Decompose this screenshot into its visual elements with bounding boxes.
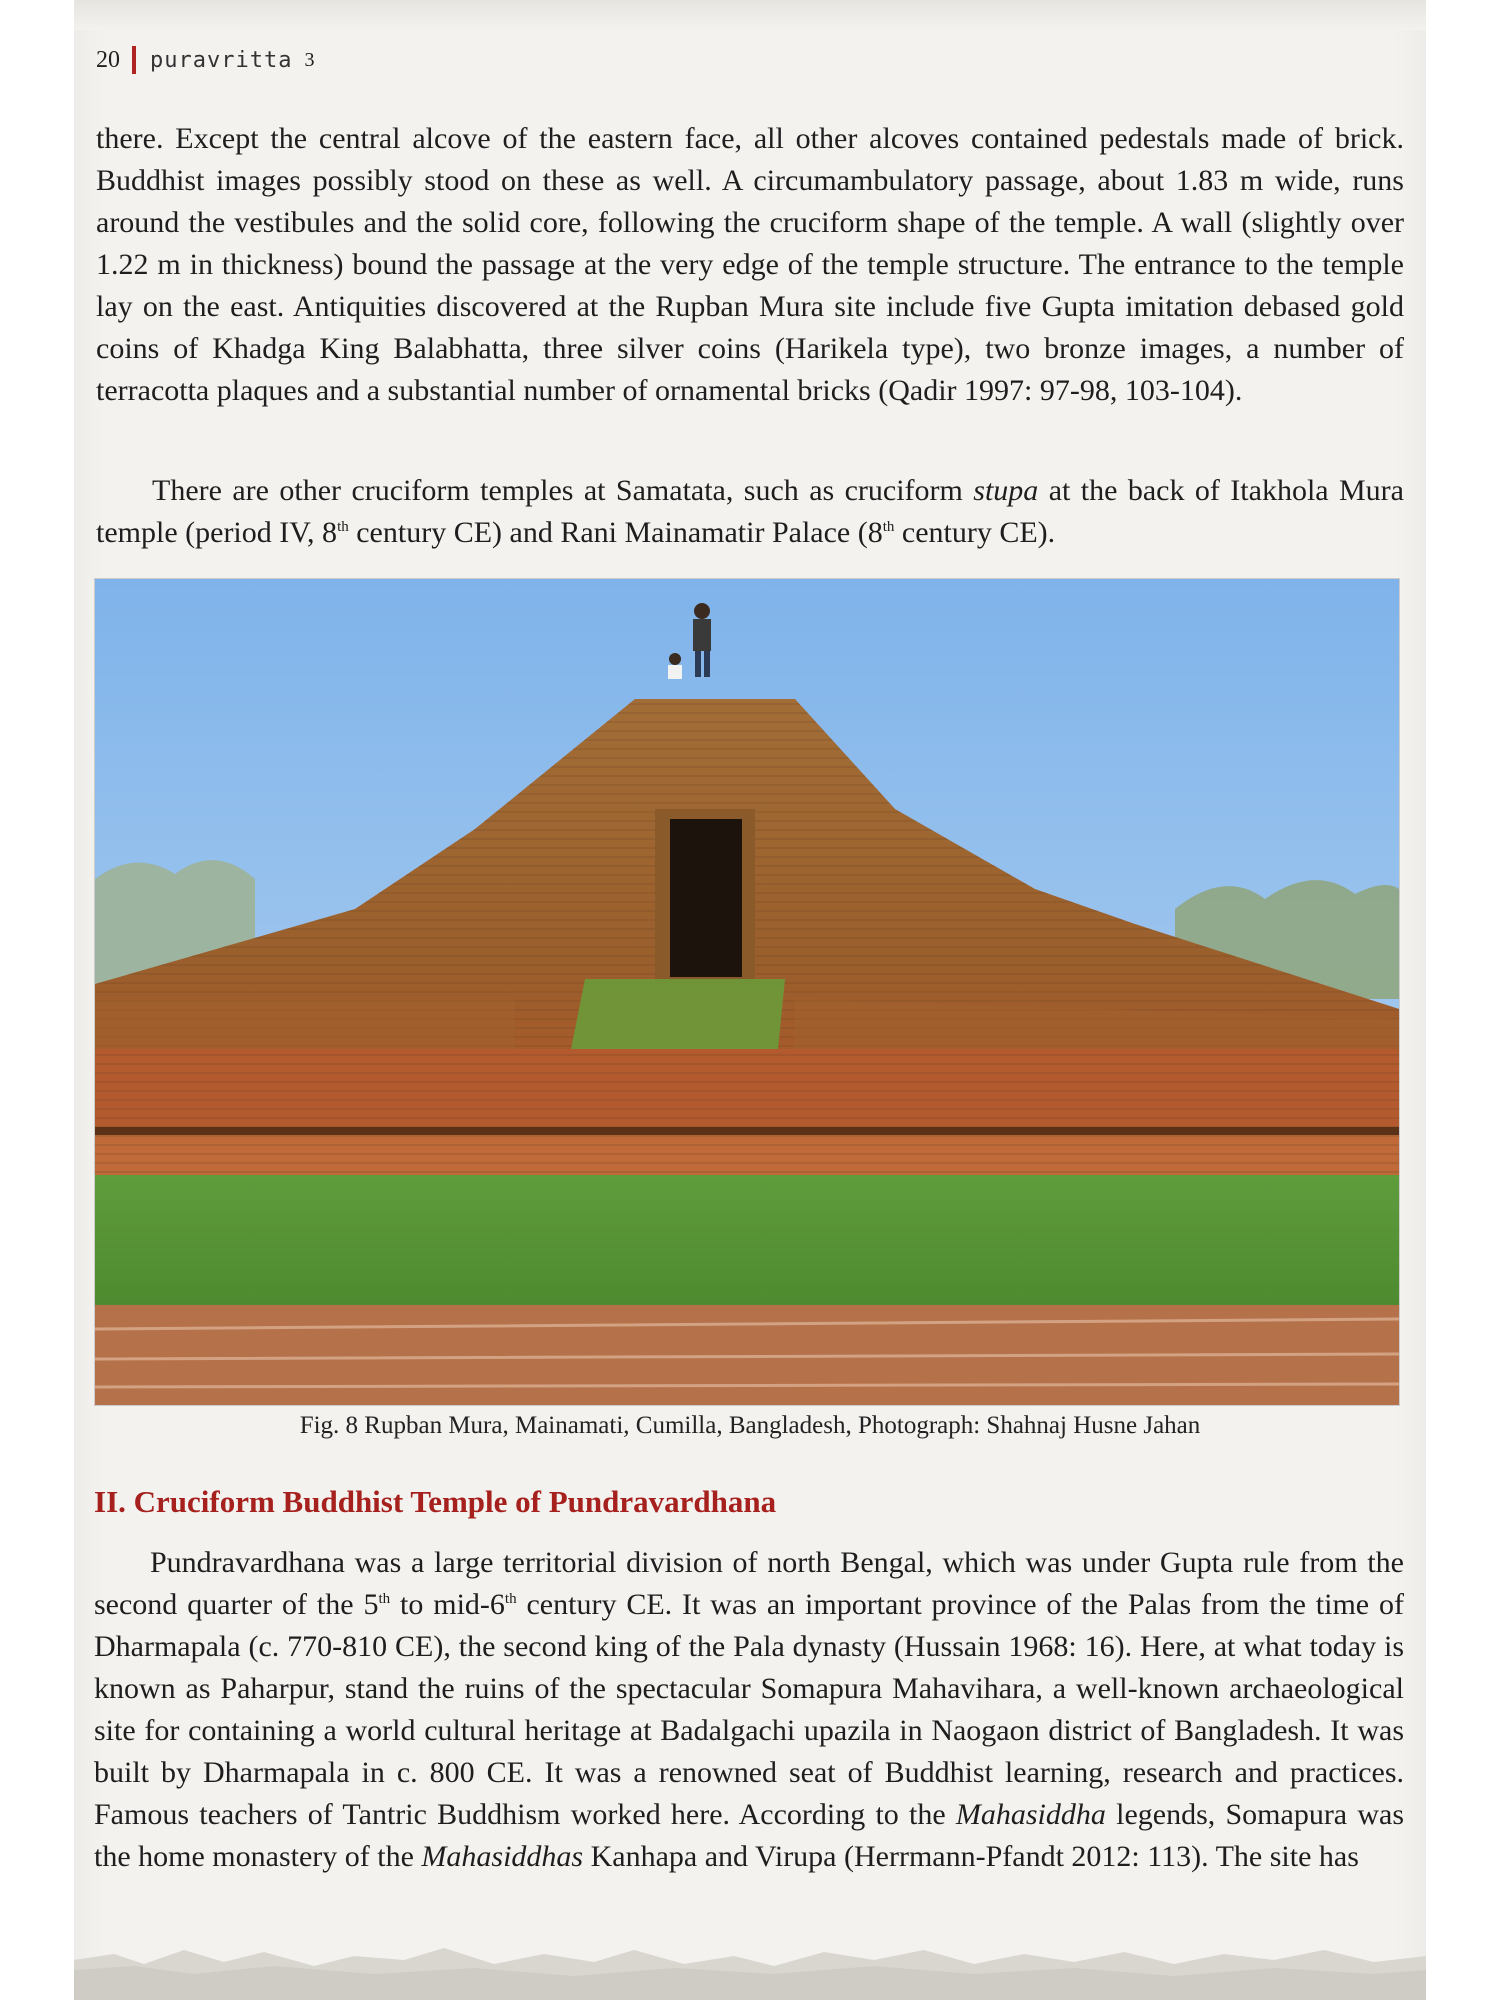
torn-paper-edge xyxy=(74,1930,1426,2000)
section-heading: II. Cruciform Buddhist Temple of Pundravardhana xyxy=(94,1484,777,1519)
ordinal-suffix: th xyxy=(504,1591,517,1607)
paragraph-text: there. Except the central alcove of the eastern face, all other alcoves contained pedestals made of brick. Buddhist images possibly stood on these as well. A circumambulatory passage, about 1.83 m wide, runs around the vestibules and the solid core, following the cruciform shape of the temple. A wall (slightly over 1.22 m in thickness) bound the passage at the very edge of the temple structure. The entrance to the temple lay on the east. Antiquities discovered at the Rupban Mura site include five Gupta imitation debased gold coins of Khadga King Balabhatta, three silver coins (Harikela type), two bronze images, a number of terracotta plaques and a substantial number of ornamental bricks (Qadir 1997: 97-98, 103-104). xyxy=(96,122,1404,407)
paragraph-continued xyxy=(96,118,1404,412)
ordinal-suffix: th xyxy=(337,519,349,535)
paragraph-pundravardhana xyxy=(94,1542,1404,1878)
ordinal-suffix: th xyxy=(378,1591,391,1607)
text-run: century CE). xyxy=(894,516,1056,549)
text-run: Kanhapa and Virupa (Herrmann-Pfandt 2012: 113). The site has xyxy=(583,1840,1359,1873)
italic-term: Mahasiddhas xyxy=(421,1840,584,1873)
text-run: legends, Somapura was the home monastery of the xyxy=(94,1798,1405,1873)
paragraph-other-cruciform xyxy=(96,470,1404,554)
figure-photo-rupban-mura xyxy=(94,578,1400,1406)
header-divider xyxy=(132,46,136,74)
text-run: There are other cruciform temples at Samatata, such as cruciform xyxy=(152,474,974,507)
italic-term: stupa xyxy=(973,474,1039,507)
text-run: at the back of Itakhola Mura temple (period IV, 8 xyxy=(96,474,1404,549)
running-head xyxy=(96,40,314,80)
paper-page xyxy=(74,0,1426,2000)
page-number: 20 xyxy=(96,46,120,73)
issue-number: 3 xyxy=(304,48,315,71)
doorway-opening xyxy=(670,819,742,977)
journal-title: puravritta xyxy=(150,47,293,73)
paragraph-text xyxy=(96,470,1404,554)
figure-caption: Fig. 8 Rupban Mura, Mainamati, Cumilla, Bangladesh, Photograph: Shahnaj Husne Jahan xyxy=(299,1412,1201,1439)
text-run: Pundravardhana was a large territorial division of north Bengal, which was under Gupta rule from the second quarter of the 5 xyxy=(94,1546,1404,1621)
text-run: to mid-6 xyxy=(390,1588,505,1621)
paper-texture xyxy=(74,0,1426,30)
text-run: century CE. It was an important province of the Palas from the time of Dharmapala (c. 770-810 CE), the second king of the Pala dynasty (Hussain 1968: 16). Here, at what today is known as Paharpur, stand the ruins of the spectacular Somapura Mahavihara, a well-known archaeological site for containing a world cultural heritage at Badalgachi upazila in Naogaon district of Bangladesh. It was built by Dharmapala in c. 800 CE. It was a renowned seat of Buddhist learning, research and practices. Famous teachers of Tantric Buddhism worked here. According to the xyxy=(94,1588,1404,1831)
ordinal-suffix: th xyxy=(882,519,895,535)
temple-photo-illustration xyxy=(95,579,1399,1405)
paragraph-text xyxy=(94,1542,1404,1878)
italic-term: Mahasiddha xyxy=(955,1798,1106,1831)
lawn xyxy=(95,1175,1399,1305)
text-run: century CE) and Rani Mainamatir Palace (8 xyxy=(348,516,883,549)
wall-shadow-line xyxy=(95,1127,1399,1135)
